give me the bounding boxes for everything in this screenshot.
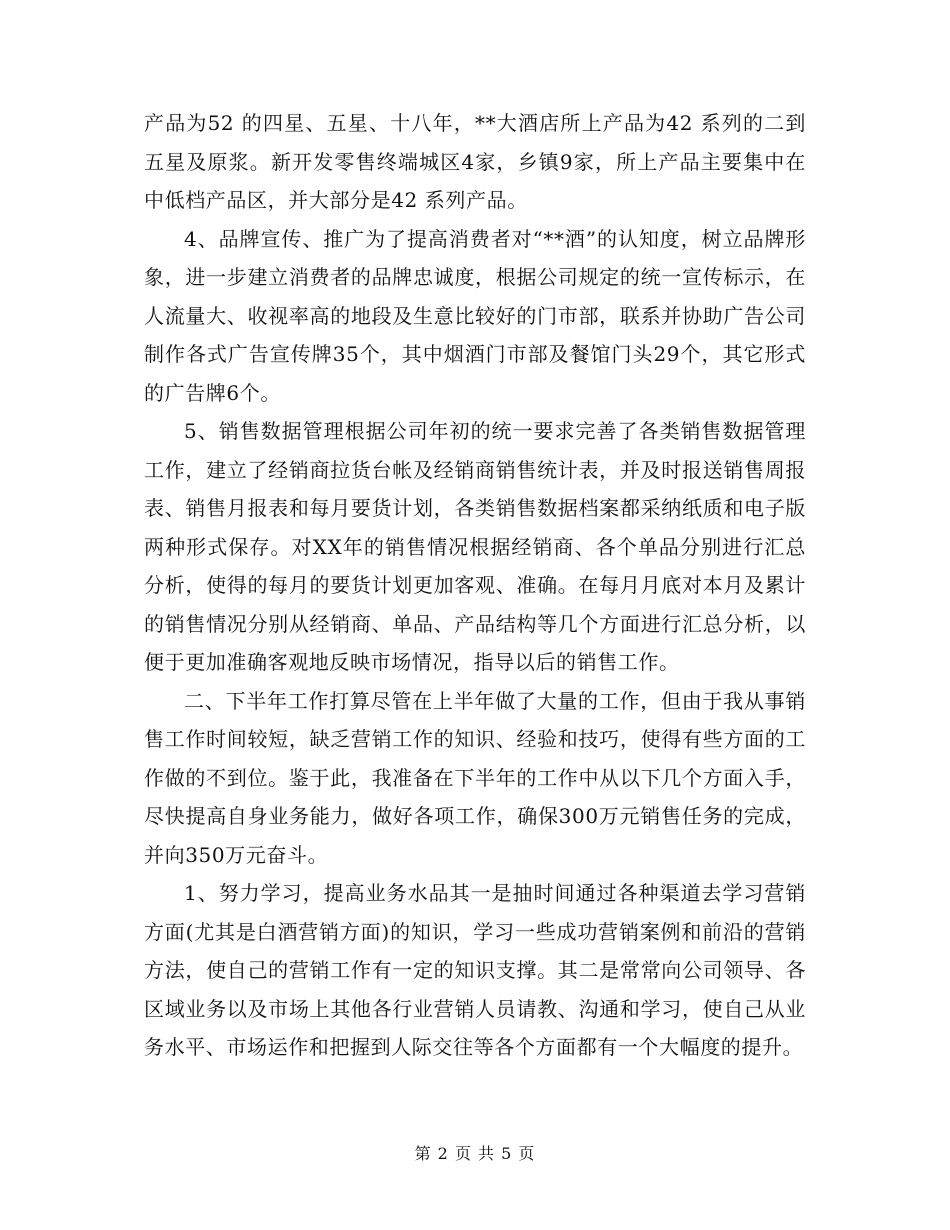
paragraph-4: 二、下半年工作打算尽管在上半年做了大量的工作，但由于我从事销售工作时间较短，缺乏营销工作的知识、经验和技巧，使得有些方面的工作做的不到位。鉴于此，我准备在下半年的工作中从以下几个方面入手，尽快提高自身业务能力，做好各项工作，确保300万元销售任务的完成，并向350万元奋斗。	[144, 688, 806, 867]
paragraph-1: 产品为52 的四星、五星、十八年，**大酒店所上产品为42 系列的二到五星及原浆。新开发零售终端城区4家，乡镇9家，所上产品主要集中在中低档产品区，并大部分是42 系列产品。	[144, 111, 806, 212]
paragraph-2: 4、品牌宣传、推广为了提高消费者对“**酒”的认知度，树立品牌形象，进一步建立消费者的品牌忠诚度，根据公司规定的统一宣传标示，在人流量大、收视率高的地段及生意比较好的门市部，联系并协助广告公司制作各式广告宣传牌35个，其中烟酒门市部及餐馆门头29个，其它形式的广告牌6个。	[144, 226, 806, 405]
document-body	[144, 104, 806, 1067]
paragraph-5: 1、努力学习，提高业务水品其一是抽时间通过各种渠道去学习营销方面(尤其是白酒营销方面)的知识，学习一些成功营销案例和前沿的营销方法，使自己的营销工作有一定的知识支撑。其二是常常向公司领导、各区域业务以及市场上其他各行业营销人员请教、沟通和学习，使自己从业务水平、市场运作和把握到人际交往等各个方面都有一个大幅度的提升。	[144, 881, 806, 1059]
page-number-footer: 第 2 页 共 5 页	[414, 1144, 536, 1163]
paragraph-3: 5、销售数据管理根据公司年初的统一要求完善了各类销售数据管理工作，建立了经销商拉货台帐及经销商销售统计表，并及时报送销售周报表、销售月报表和每月要货计划，各类销售数据档案都采纳纸质和电子版两种形式保存。对XX年的销售情况根据经销商、各个单品分别进行汇总分析，使得的每月的要货计划更加客观、准确。在每月月底对本月及累计的销售情况分别从经销商、单品、产品结构等几个方面进行汇总分析，以便于更加准确客观地反映市场情况，指导以后的销售工作。	[144, 419, 806, 674]
